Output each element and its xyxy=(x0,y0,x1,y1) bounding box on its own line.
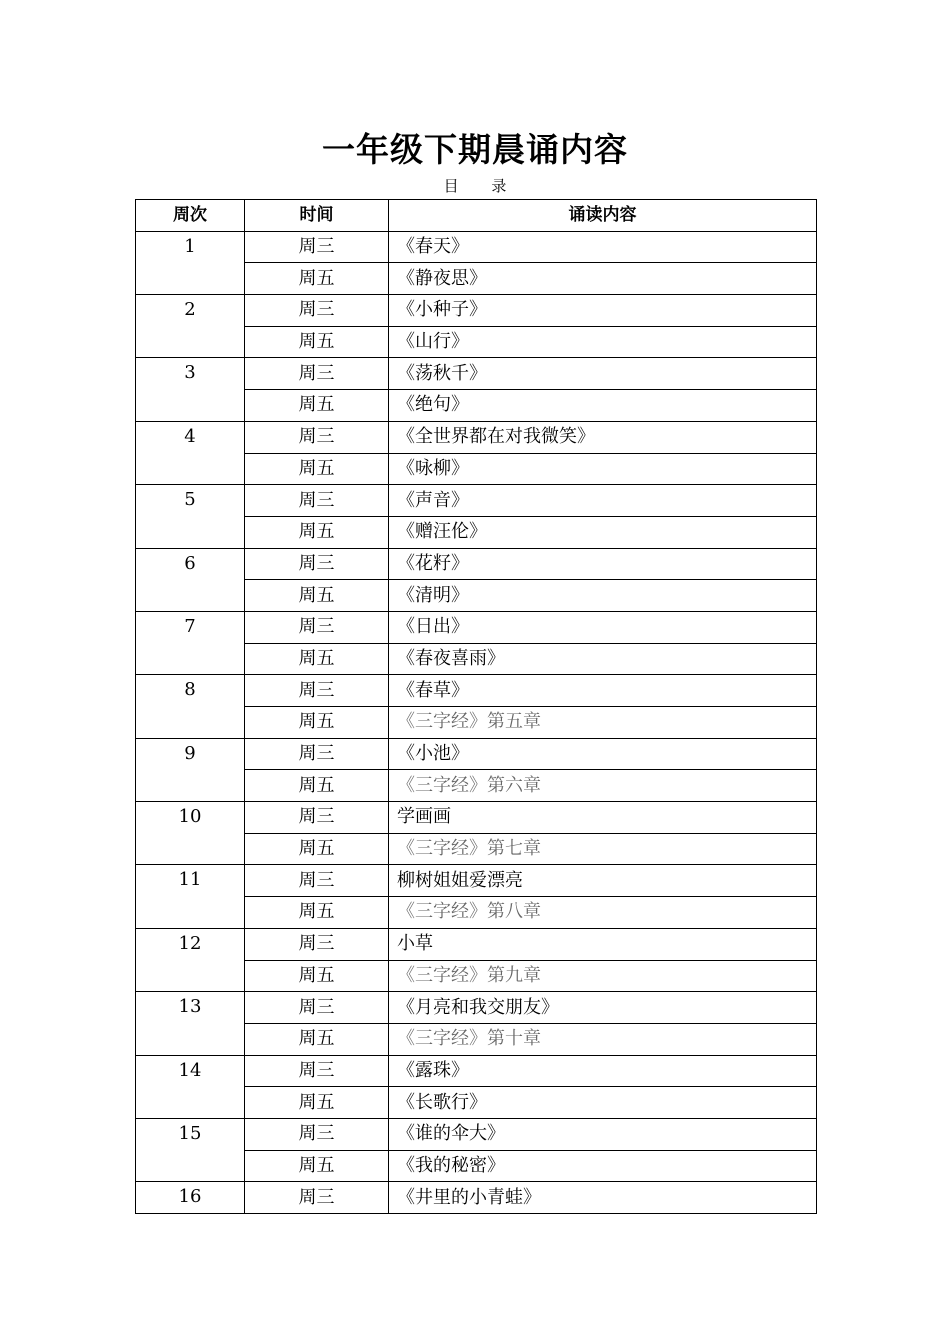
header-row xyxy=(136,200,817,232)
content-cell: 《三字经》第七章 xyxy=(389,833,817,865)
header-content: 诵读内容 xyxy=(389,200,817,232)
header-time: 时间 xyxy=(245,200,389,232)
content-cell: 《赠汪伦》 xyxy=(389,516,817,548)
day-cell: 周三 xyxy=(245,992,389,1024)
day-cell: 周五 xyxy=(245,516,389,548)
day-cell: 周五 xyxy=(245,1087,389,1119)
day-cell: 周三 xyxy=(245,802,389,834)
week-number: 13 xyxy=(136,992,245,1055)
content-cell: 《清明》 xyxy=(389,580,817,612)
day-cell: 周五 xyxy=(245,1150,389,1182)
content-cell: 《春草》 xyxy=(389,675,817,707)
content-cell: 学画画 xyxy=(389,802,817,834)
table-row xyxy=(136,992,817,1024)
table-row xyxy=(136,295,817,327)
content-cell: 《井里的小青蛙》 xyxy=(389,1182,817,1214)
day-cell: 周三 xyxy=(245,928,389,960)
day-cell: 周五 xyxy=(245,960,389,992)
content-cell: 《绝句》 xyxy=(389,390,817,422)
page-title: 一年级下期晨诵内容 xyxy=(322,130,628,169)
content-cell: 《全世界都在对我微笑》 xyxy=(389,421,817,453)
schedule-body xyxy=(136,231,817,1213)
table-row xyxy=(136,802,817,834)
content-cell: 《静夜思》 xyxy=(389,263,817,295)
day-cell: 周五 xyxy=(245,580,389,612)
day-cell: 周五 xyxy=(245,326,389,358)
day-cell: 周三 xyxy=(245,1182,389,1214)
table-row xyxy=(136,1055,817,1087)
content-cell: 小草 xyxy=(389,928,817,960)
content-cell: 《山行》 xyxy=(389,326,817,358)
table-row xyxy=(136,928,817,960)
header-week: 周次 xyxy=(136,200,245,232)
table-row xyxy=(136,611,817,643)
content-cell: 《春夜喜雨》 xyxy=(389,643,817,675)
day-cell: 周三 xyxy=(245,1055,389,1087)
week-number: 3 xyxy=(136,358,245,421)
day-cell: 周五 xyxy=(245,770,389,802)
week-number: 1 xyxy=(136,231,245,294)
day-cell: 周五 xyxy=(245,453,389,485)
content-cell: 《日出》 xyxy=(389,611,817,643)
week-number: 12 xyxy=(136,928,245,991)
week-number: 7 xyxy=(136,611,245,674)
day-cell: 周三 xyxy=(245,548,389,580)
content-cell: 柳树姐姐爱漂亮 xyxy=(389,865,817,897)
table-row xyxy=(136,675,817,707)
page-subtitle: 目 录 xyxy=(443,177,507,195)
day-cell: 周三 xyxy=(245,358,389,390)
week-number: 11 xyxy=(136,865,245,928)
day-cell: 周三 xyxy=(245,865,389,897)
week-number: 16 xyxy=(136,1182,245,1214)
content-cell: 《三字经》第五章 xyxy=(389,707,817,739)
content-cell: 《小池》 xyxy=(389,738,817,770)
content-cell: 《谁的伞大》 xyxy=(389,1118,817,1150)
content-cell: 《小种子》 xyxy=(389,295,817,327)
content-cell: 《花籽》 xyxy=(389,548,817,580)
table-row xyxy=(136,1182,817,1214)
week-number: 5 xyxy=(136,485,245,548)
content-cell: 《春天》 xyxy=(389,231,817,263)
day-cell: 周五 xyxy=(245,1023,389,1055)
week-number: 6 xyxy=(136,548,245,611)
day-cell: 周三 xyxy=(245,231,389,263)
day-cell: 周三 xyxy=(245,421,389,453)
table-row xyxy=(136,421,817,453)
content-cell: 《长歌行》 xyxy=(389,1087,817,1119)
day-cell: 周三 xyxy=(245,675,389,707)
day-cell: 周三 xyxy=(245,1118,389,1150)
day-cell: 周五 xyxy=(245,897,389,929)
week-number: 15 xyxy=(136,1118,245,1181)
week-number: 14 xyxy=(136,1055,245,1118)
content-cell: 《三字经》第六章 xyxy=(389,770,817,802)
day-cell: 周五 xyxy=(245,263,389,295)
day-cell: 周三 xyxy=(245,738,389,770)
table-row xyxy=(136,865,817,897)
table-row xyxy=(136,358,817,390)
day-cell: 周五 xyxy=(245,707,389,739)
content-cell: 《咏柳》 xyxy=(389,453,817,485)
table-row xyxy=(136,485,817,517)
content-cell: 《三字经》第八章 xyxy=(389,897,817,929)
day-cell: 周三 xyxy=(245,485,389,517)
content-cell: 《我的秘密》 xyxy=(389,1150,817,1182)
table-row xyxy=(136,738,817,770)
week-number: 9 xyxy=(136,738,245,801)
day-cell: 周五 xyxy=(245,833,389,865)
week-number: 8 xyxy=(136,675,245,738)
content-cell: 《月亮和我交朋友》 xyxy=(389,992,817,1024)
table-row xyxy=(136,548,817,580)
schedule-table xyxy=(135,199,817,1214)
day-cell: 周五 xyxy=(245,390,389,422)
week-number: 4 xyxy=(136,421,245,484)
content-cell: 《三字经》第十章 xyxy=(389,1023,817,1055)
content-cell: 《三字经》第九章 xyxy=(389,960,817,992)
content-cell: 《声音》 xyxy=(389,485,817,517)
content-cell: 《露珠》 xyxy=(389,1055,817,1087)
week-number: 10 xyxy=(136,802,245,865)
day-cell: 周五 xyxy=(245,643,389,675)
table-row xyxy=(136,231,817,263)
day-cell: 周三 xyxy=(245,295,389,327)
week-number: 2 xyxy=(136,295,245,358)
table-row xyxy=(136,1118,817,1150)
content-cell: 《荡秋千》 xyxy=(389,358,817,390)
day-cell: 周三 xyxy=(245,611,389,643)
